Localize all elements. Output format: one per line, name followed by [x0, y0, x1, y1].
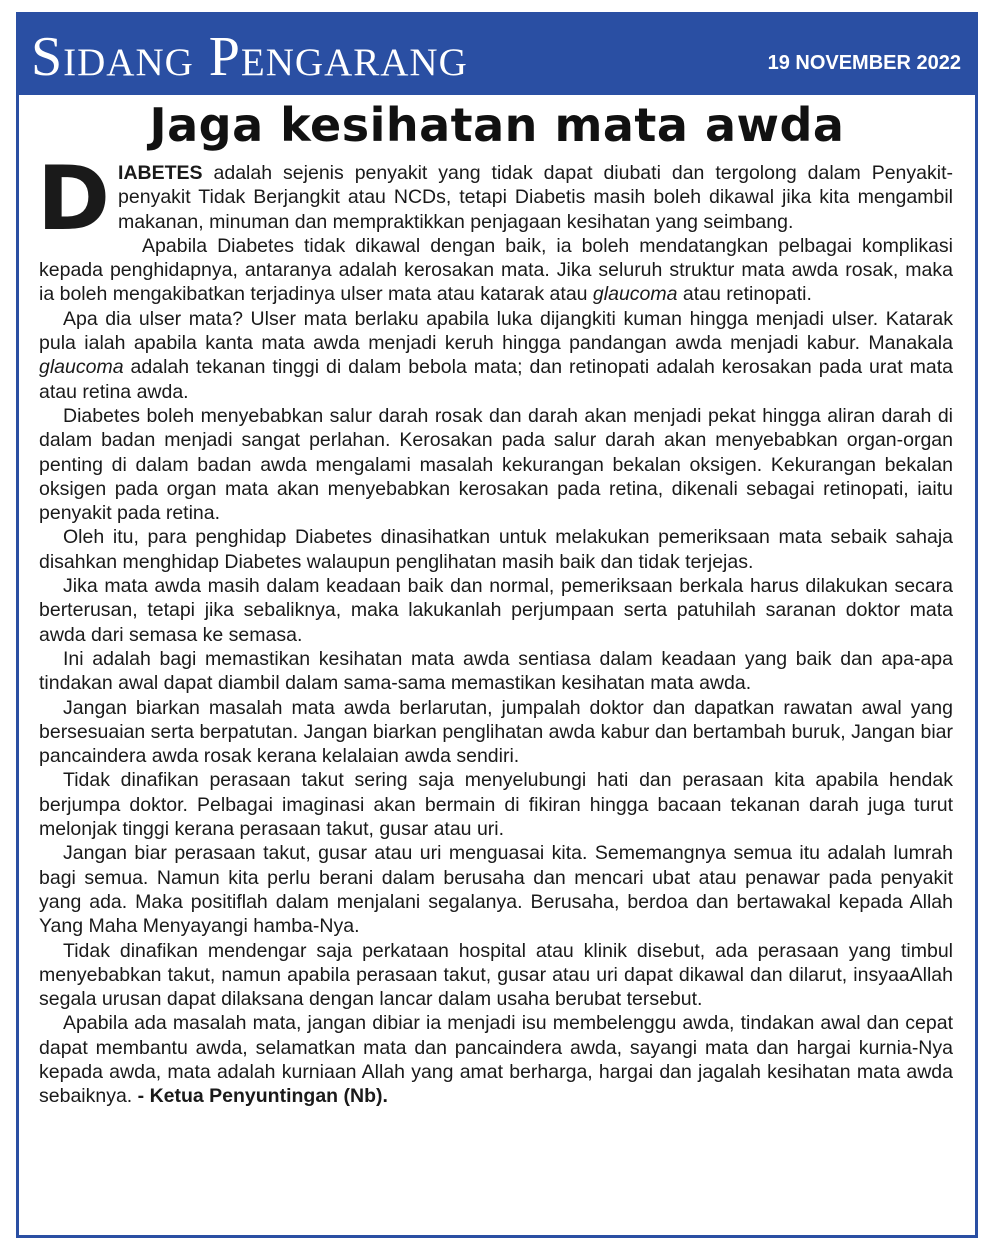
masthead-title: Sidang Pengarang [31, 26, 468, 88]
lead-word: IABETES [118, 162, 203, 184]
lead-text: adalah sejenis penyakit yang tidak dapat diubati dan tergolong dalam Penyakit-penyakit Tidak Berjangkit atau NCDs, tetapi Diabetis masih boleh dikawal jika kita mengambil makanan, minuman dan mempraktikkan penjagaan kesihatan yang seimbang. [118, 162, 953, 233]
paragraph-7: Ini adalah bagi memastikan kesihatan mata awda sentiasa dalam keadaan yang baik dan apa-apa tindakan awal dapat diambil dalam sama-sama memastikan kesihatan mata awda. [39, 647, 953, 695]
paragraph-2-italic: glaucoma [592, 283, 678, 306]
paragraph-3 [39, 307, 953, 404]
paragraph-1 [37, 147, 953, 250]
masthead-banner [19, 15, 975, 95]
paragraph-3-italic: glaucoma [39, 356, 124, 379]
paragraph-11: Tidak dinafikan mendengar saja perkataan hospital atau klinik disebut, ada perasaan yang timbul menyebabkan takut, namun apabila perasaan takut, gusar atau uri dapat dikawal dan dilarut, insyaaAllah segala urusan dapat dilaksana dengan lancar dalam usaha berubat tersebut. [39, 939, 953, 1011]
paragraph-10: Jangan biar perasaan takut, gusar atau uri menguasai kita. Sememangnya semua itu adalah lumrah bagi semua. Namun kita perlu berani dalam berusaha dan mencari ubat atau penawar pada penyakit yang ada. Maka positiflah dalam menjalani segalanya. Berusaha, berdoa dan bertawakal kepada Allah Yang Maha Menyayangi hamba-Nya. [39, 842, 953, 938]
article-body [37, 147, 953, 1109]
paragraph-2-text-a: Apabila Diabetes tidak dikawal dengan baik, ia boleh mendatangkan pelbagai komplikasi kepada penghidapnya, antaranya adalah kerosakan mata. Jika seluruh struktur mata awda rosak, maka ia boleh mengakibatkan terjadinya ulser mata atau katarak atau [39, 234, 953, 306]
paragraph-2-text-b: atau retinopati. [677, 283, 812, 306]
paragraph-3-text-b: adalah tekanan tinggi di dalam bebola mata; dan retinopati adalah kerosakan pada urat mata atau retina awda. [39, 356, 953, 403]
paragraph-6: Jika mata awda masih dalam keadaan baik dan normal, pemeriksaan berkala harus dilakukan secara berterusan, tetapi jika sebaliknya, maka lakukanlah perjumpaan serta patuhilah saranan doktor mata awda dari semasa ke semasa. [39, 575, 953, 646]
publication-date: 19 NOVEMBER 2022 [767, 52, 961, 74]
paragraph-2 [39, 234, 953, 307]
paragraph-5: Oleh itu, para penghidap Diabetes dinasihatkan untuk melakukan pemeriksaan mata sebaik sahaja disahkan menghidap Diabetes walaupun penglihatan masih baik dan tidak terjejas. [39, 526, 953, 573]
paragraph-8: Jangan biarkan masalah mata awda berlarutan, jumpalah doktor dan dapatkan rawatan awal yang bersesuaian serta berpatutan. Jangan biarkan penglihatan awda kabur dan bertambah buruk, Jangan biar pancaindera awda rosak kerana kelalaian awda sendiri. [39, 696, 953, 768]
signature: - Ketua Penyuntingan (Nb). [137, 1085, 388, 1108]
article-headline: Jaga kesihatan mata awda [149, 98, 845, 152]
paragraph-12 [39, 1011, 953, 1108]
paragraph-4: Diabetes boleh menyebabkan salur darah rosak dan darah akan menjadi pekat hingga aliran darah di dalam badan menjadi sangat perlahan. Kerosakan pada salur darah akan menyebabkan organ-organ penting di dalam badan awda mengalami masalah kekurangan bekalan oksigen. Kekurangan bekalan oksigen pada organ mata akan menyebabkan kerosakan pada retina, dikenali sebagai retinopati, iaitu penyakit pada retina. [39, 404, 953, 525]
paragraph-12-text: Apabila ada masalah mata, jangan dibiar ia menjadi isu membelenggu awda, tindakan awal dan cepat dapat membantu awda, selamatkan mata dan pancaindera awda, sayangi mata dan hargai kurnia-Nya kepada awda, mata adalah kurniaan Allah yang amat berharga, hargai dan jagalah kesihatan mata awda sebaiknya. [39, 1012, 953, 1108]
editorial-frame [16, 12, 978, 1238]
drop-cap: D [37, 147, 111, 250]
paragraph-9: Tidak dinafikan perasaan takut sering saja menyelubungi hati dan perasaan kita apabila hendak berjumpa doktor. Pelbagai imaginasi akan bermain di fikiran hingga bacaan tekanan darah juga turut melonjak tinggi kerana perasaan takut, gusar atau uri. [39, 769, 953, 841]
paragraph-3-text-a: Apa dia ulser mata? Ulser mata berlaku apabila luka dijangkiti kuman hingga menjadi ulser. Katarak pula ialah apabila kanta mata awda menjadi keruh hingga pandangan awda menjadi kabur. Manakala [39, 307, 953, 355]
